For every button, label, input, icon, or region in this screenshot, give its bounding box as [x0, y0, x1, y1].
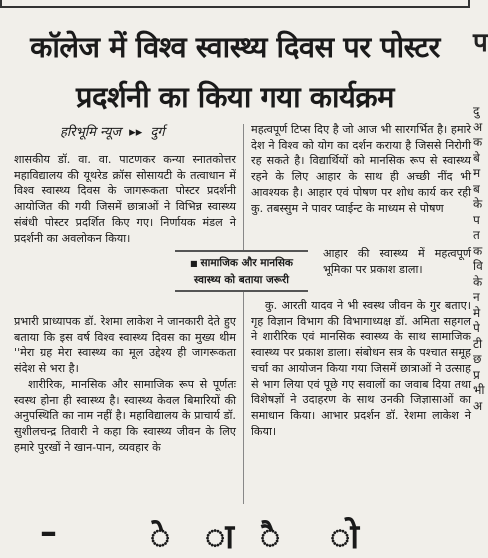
- column-2-bottom: [251, 298, 471, 439]
- top-border: [0, 0, 470, 8]
- column-divider: [243, 124, 244, 504]
- headline: [0, 22, 470, 122]
- article-paragraph-2: प्रभारी प्राध्यापक डॉ. रेशमा लाकेश ने जानकारी देते हुए बताया कि इस वर्ष विश्व स्वास्थ्य दिवस का मुख्य थीम ''मेरा ग्रह मेरा स्वास्थ्य का मूल उद्देश्य ही जागरूकता संदेश से भरा है।: [14, 315, 236, 376]
- pull-quote-text: सामाजिक और मानसिक स्वास्थ्य को बताया जरूरी: [194, 257, 293, 286]
- adjacent-text-fragment: दु अ क बे म ब के प त क वि के न मे पे टी छ प्र भी अ: [473, 104, 485, 413]
- article-paragraph-4: महत्वपूर्ण टिप्स दिए है जो आज भी सारगर्भित है। हमारे देश ने विश्व को योग का दर्शन कराया है जिससे निरोगी रह सकते है। विद्यार्थियों को मानसिक रूप से स्वास्थ्य रहने के लिए आहार के साथ ही अच्छी नींद भी आवश्यक है। आहार एवं पोषण पर शोध कार्य कर रही कु. तबस्सुम ने पावर प्वाईन्ट के माध्यम से पोषण: [251, 123, 471, 215]
- square-bullet-icon: ■: [189, 259, 198, 268]
- headline-line-2: प्रदर्शनी का किया गया कार्यक्रम: [76, 80, 394, 114]
- column-1-top: [14, 152, 236, 246]
- adjacent-article-fragment: [473, 0, 488, 526]
- column-2-middle: [323, 246, 471, 277]
- byline-source: हरिभूमि न्यूज: [60, 125, 122, 140]
- article-paragraph-5: कु. आरती यादव ने भी स्वस्थ जीवन के गुर बताए। गृह विज्ञान विभाग की विभागाध्यक्ष डॉ. अमिता सहगल ने शारीरिक एवं मानसिक स्वास्थ्य के साथ सामाजिक स्वास्थ्य पर प्रकाश डाला। संबोधन सत्र के पश्चात समूह चर्चा का आयोजन किया गया जिसमें छात्राओं ने उत्साह से भाग लिया एवं पूछे गए सवालों का जवाब दिया तथा विशेषज्ञों ने उदाहरण के साथ उनकी जिज्ञासाओं का समाधान किया। आभार प्रदर्शन डॉ. रेशमा लाकेश ने किया।: [251, 299, 471, 438]
- article-paragraph-4-cont: आहार की स्वास्थ्य में महत्वपूर्ण भूमिका पर प्रकाश डाला।: [323, 247, 471, 276]
- byline: [60, 122, 165, 140]
- headline-line-1: कॉलेज में विश्व स्वास्थ्य दिवस पर पोस्टर: [30, 30, 440, 64]
- column-1-bottom: [14, 314, 236, 455]
- next-headline-fragment: – े ा ै ो: [40, 512, 360, 557]
- adjacent-headline-fragment: प: [473, 28, 488, 58]
- article-paragraph-3: शारीरिक, मानसिक और सामाजिक रूप से पूर्णतः स्वस्थ होना ही स्वास्थ्य है। स्वास्थ्य केवल बिमारियों की अनुपस्थिति का नाम नहीं है। महाविद्यालय के प्राचार्य डॉ. सुशीलचन्द्र तिवारी ने कहा कि स्वास्थ्य जीवन के लिए हमारे पुरखों ने खान-पान, व्यवहार के: [14, 377, 236, 454]
- pull-quote: [175, 250, 308, 292]
- article-paragraph-1: शासकीय डॉ. वा. वा. पाटणकर कन्या स्नातकोत्तर महाविद्यालय की यूथरेड क्रॉस सोसायटी के तत्वाधान में विश्व स्वास्थ्य दिवस के जागरूकता पोस्टर प्रदर्शनी आयोजित की गयी जिसमें छात्राओं ने विभिन्न स्वास्थ्य संबंधी पोस्टर प्रदर्शित किए गए। निर्णायक मंडल ने प्रदर्शनी का अवलोकन किया।: [14, 153, 236, 245]
- byline-place: दुर्ग: [150, 125, 165, 140]
- column-2-top: [251, 122, 471, 216]
- byline-arrows-icon: ▸▸: [129, 125, 143, 140]
